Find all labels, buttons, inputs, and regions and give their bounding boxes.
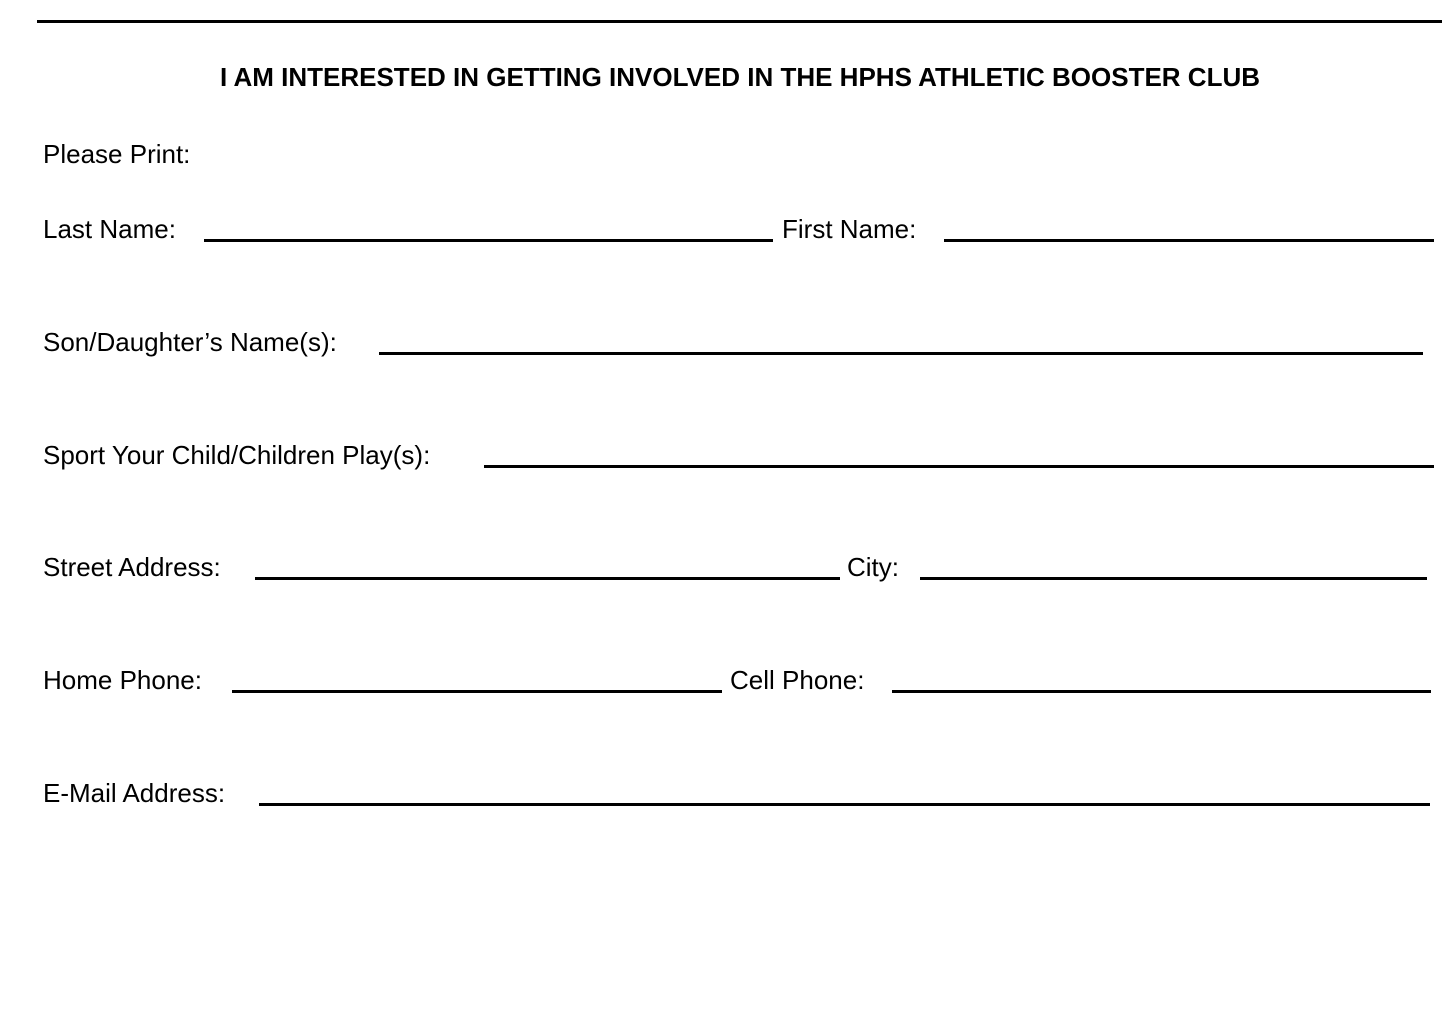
home-phone-field[interactable] [232, 690, 722, 693]
cell-phone-label: Cell Phone: [730, 665, 865, 695]
last-name-field[interactable] [204, 239, 773, 242]
print-instruction: Please Print: [43, 139, 191, 169]
first-name-field[interactable] [944, 239, 1434, 242]
city-label: City: [847, 552, 899, 582]
city-field[interactable] [920, 577, 1427, 580]
email-field[interactable] [259, 803, 1430, 806]
form-title: I AM INTERESTED IN GETTING INVOLVED IN THE HPHS ATHLETIC BOOSTER CLUB [219, 62, 1261, 92]
street-address-label: Street Address: [43, 552, 221, 582]
top-divider [37, 20, 1442, 23]
email-label: E-Mail Address: [43, 778, 226, 808]
first-name-label: First Name: [782, 214, 917, 244]
home-phone-label: Home Phone: [43, 665, 202, 695]
children-names-label: Son/Daughter’s Name(s): [43, 327, 337, 357]
sports-field[interactable] [484, 465, 1434, 468]
cell-phone-field[interactable] [892, 690, 1431, 693]
children-names-field[interactable] [379, 352, 1423, 355]
street-address-field[interactable] [255, 577, 840, 580]
last-name-label: Last Name: [43, 214, 176, 244]
sports-label: Sport Your Child/Children Play(s): [43, 440, 431, 470]
